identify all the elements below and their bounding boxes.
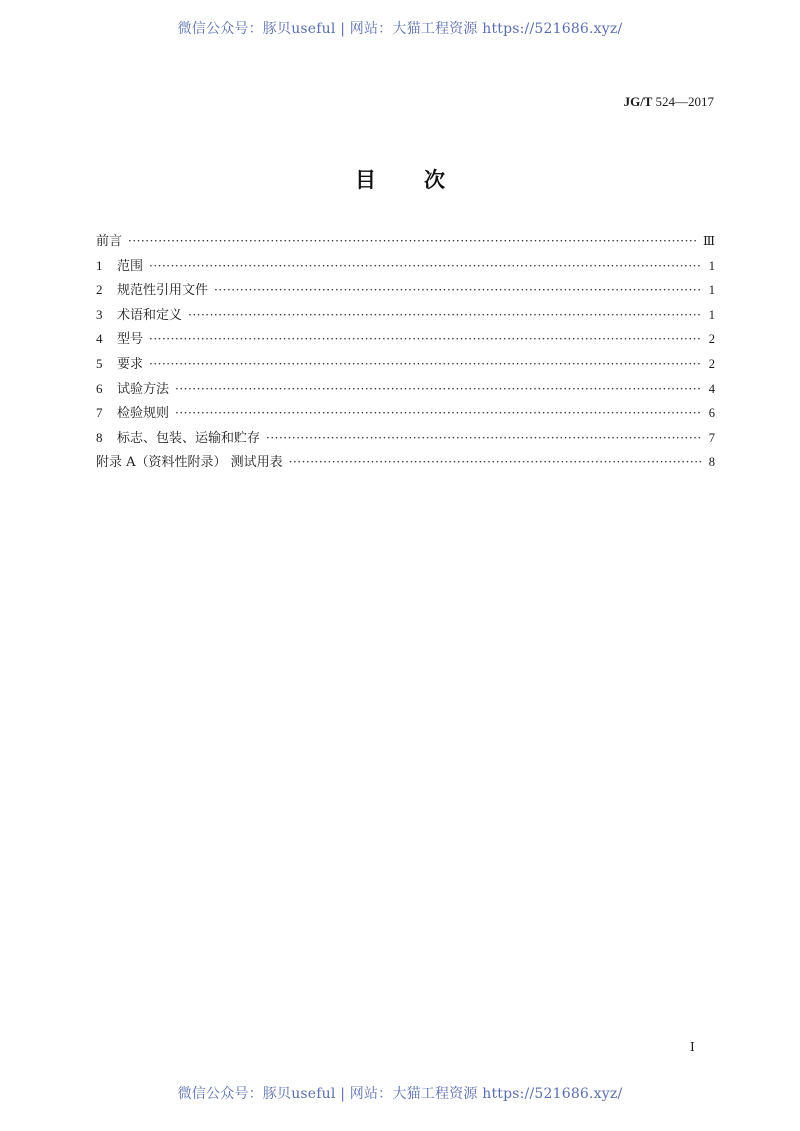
toc-entry-terms-definitions[interactable] [96,303,715,328]
toc-entry-page: Ⅲ [702,234,715,248]
toc-leader-dots [214,278,702,303]
toc-entry-page: 1 [708,283,715,298]
toc-entry-marking-packaging[interactable] [96,426,715,451]
toc-entry-label: 型号 [117,332,144,348]
toc-entry-page: 4 [708,381,715,396]
toc-entry-page: 8 [708,455,715,470]
toc-entry-number: 1 [96,257,103,273]
table-of-contents [96,229,715,475]
toc-entry-page: 6 [708,406,715,421]
watermark-top: 微信公众号：豚贝useful | 网站：大猫工程资源 https://521686.xyz/ [177,21,623,37]
toc-entry-inspection-rules[interactable] [96,401,715,426]
toc-leader-dots [175,401,702,426]
toc-entry-normative-references[interactable] [96,278,715,303]
toc-entry-page: 1 [708,258,715,273]
standard-prefix: JG/T [623,94,653,109]
toc-leader-dots [149,327,702,352]
toc-entry-label: 附录 A（资料性附录） 测试用表 [96,455,283,471]
toc-leader-dots [128,229,698,254]
watermark-bottom: 微信公众号：豚贝useful | 网站：大猫工程资源 https://521686.xyz/ [177,1086,623,1102]
toc-entry-label: 要求 [117,356,144,372]
toc-entry-page: 7 [708,430,715,445]
standard-number: 524—2017 [655,94,714,109]
toc-leader-dots [149,352,702,377]
toc-entry-annex-a[interactable] [96,450,715,475]
toc-entry-number: 6 [96,380,103,396]
toc-leader-dots [188,303,702,328]
page-number: Ⅰ [690,1040,695,1054]
toc-entry-models[interactable] [96,327,715,352]
toc-entry-number: 7 [96,405,103,421]
toc-entry-page: 1 [708,307,715,322]
toc-entry-test-methods[interactable] [96,377,715,402]
toc-entry-label: 检验规则 [117,406,170,422]
toc-leader-dots [289,450,702,475]
standard-code [624,94,714,110]
toc-entry-label: 范围 [117,258,144,274]
toc-entry-page: 2 [708,356,715,371]
toc-entry-number: 2 [96,282,103,298]
toc-entry-label: 试验方法 [117,381,170,397]
toc-entry-label: 标志、包装、运输和贮存 [117,430,261,446]
toc-leader-dots [175,377,702,402]
toc-entry-requirements[interactable] [96,352,715,377]
page-title: 目次 [355,168,493,192]
toc-entry-page: 2 [708,332,715,347]
toc-entry-foreword[interactable] [96,229,715,254]
toc-entry-number: 4 [96,331,103,347]
toc-entry-number: 5 [96,355,103,371]
toc-leader-dots [266,426,702,451]
toc-entry-number: 3 [96,306,103,322]
toc-entry-label: 前言 [96,234,123,249]
toc-entry-label: 规范性引用文件 [117,283,209,299]
toc-entry-scope[interactable] [96,254,715,279]
toc-entry-label: 术语和定义 [117,307,183,323]
toc-entry-number: 8 [96,429,103,445]
toc-leader-dots [149,254,702,279]
